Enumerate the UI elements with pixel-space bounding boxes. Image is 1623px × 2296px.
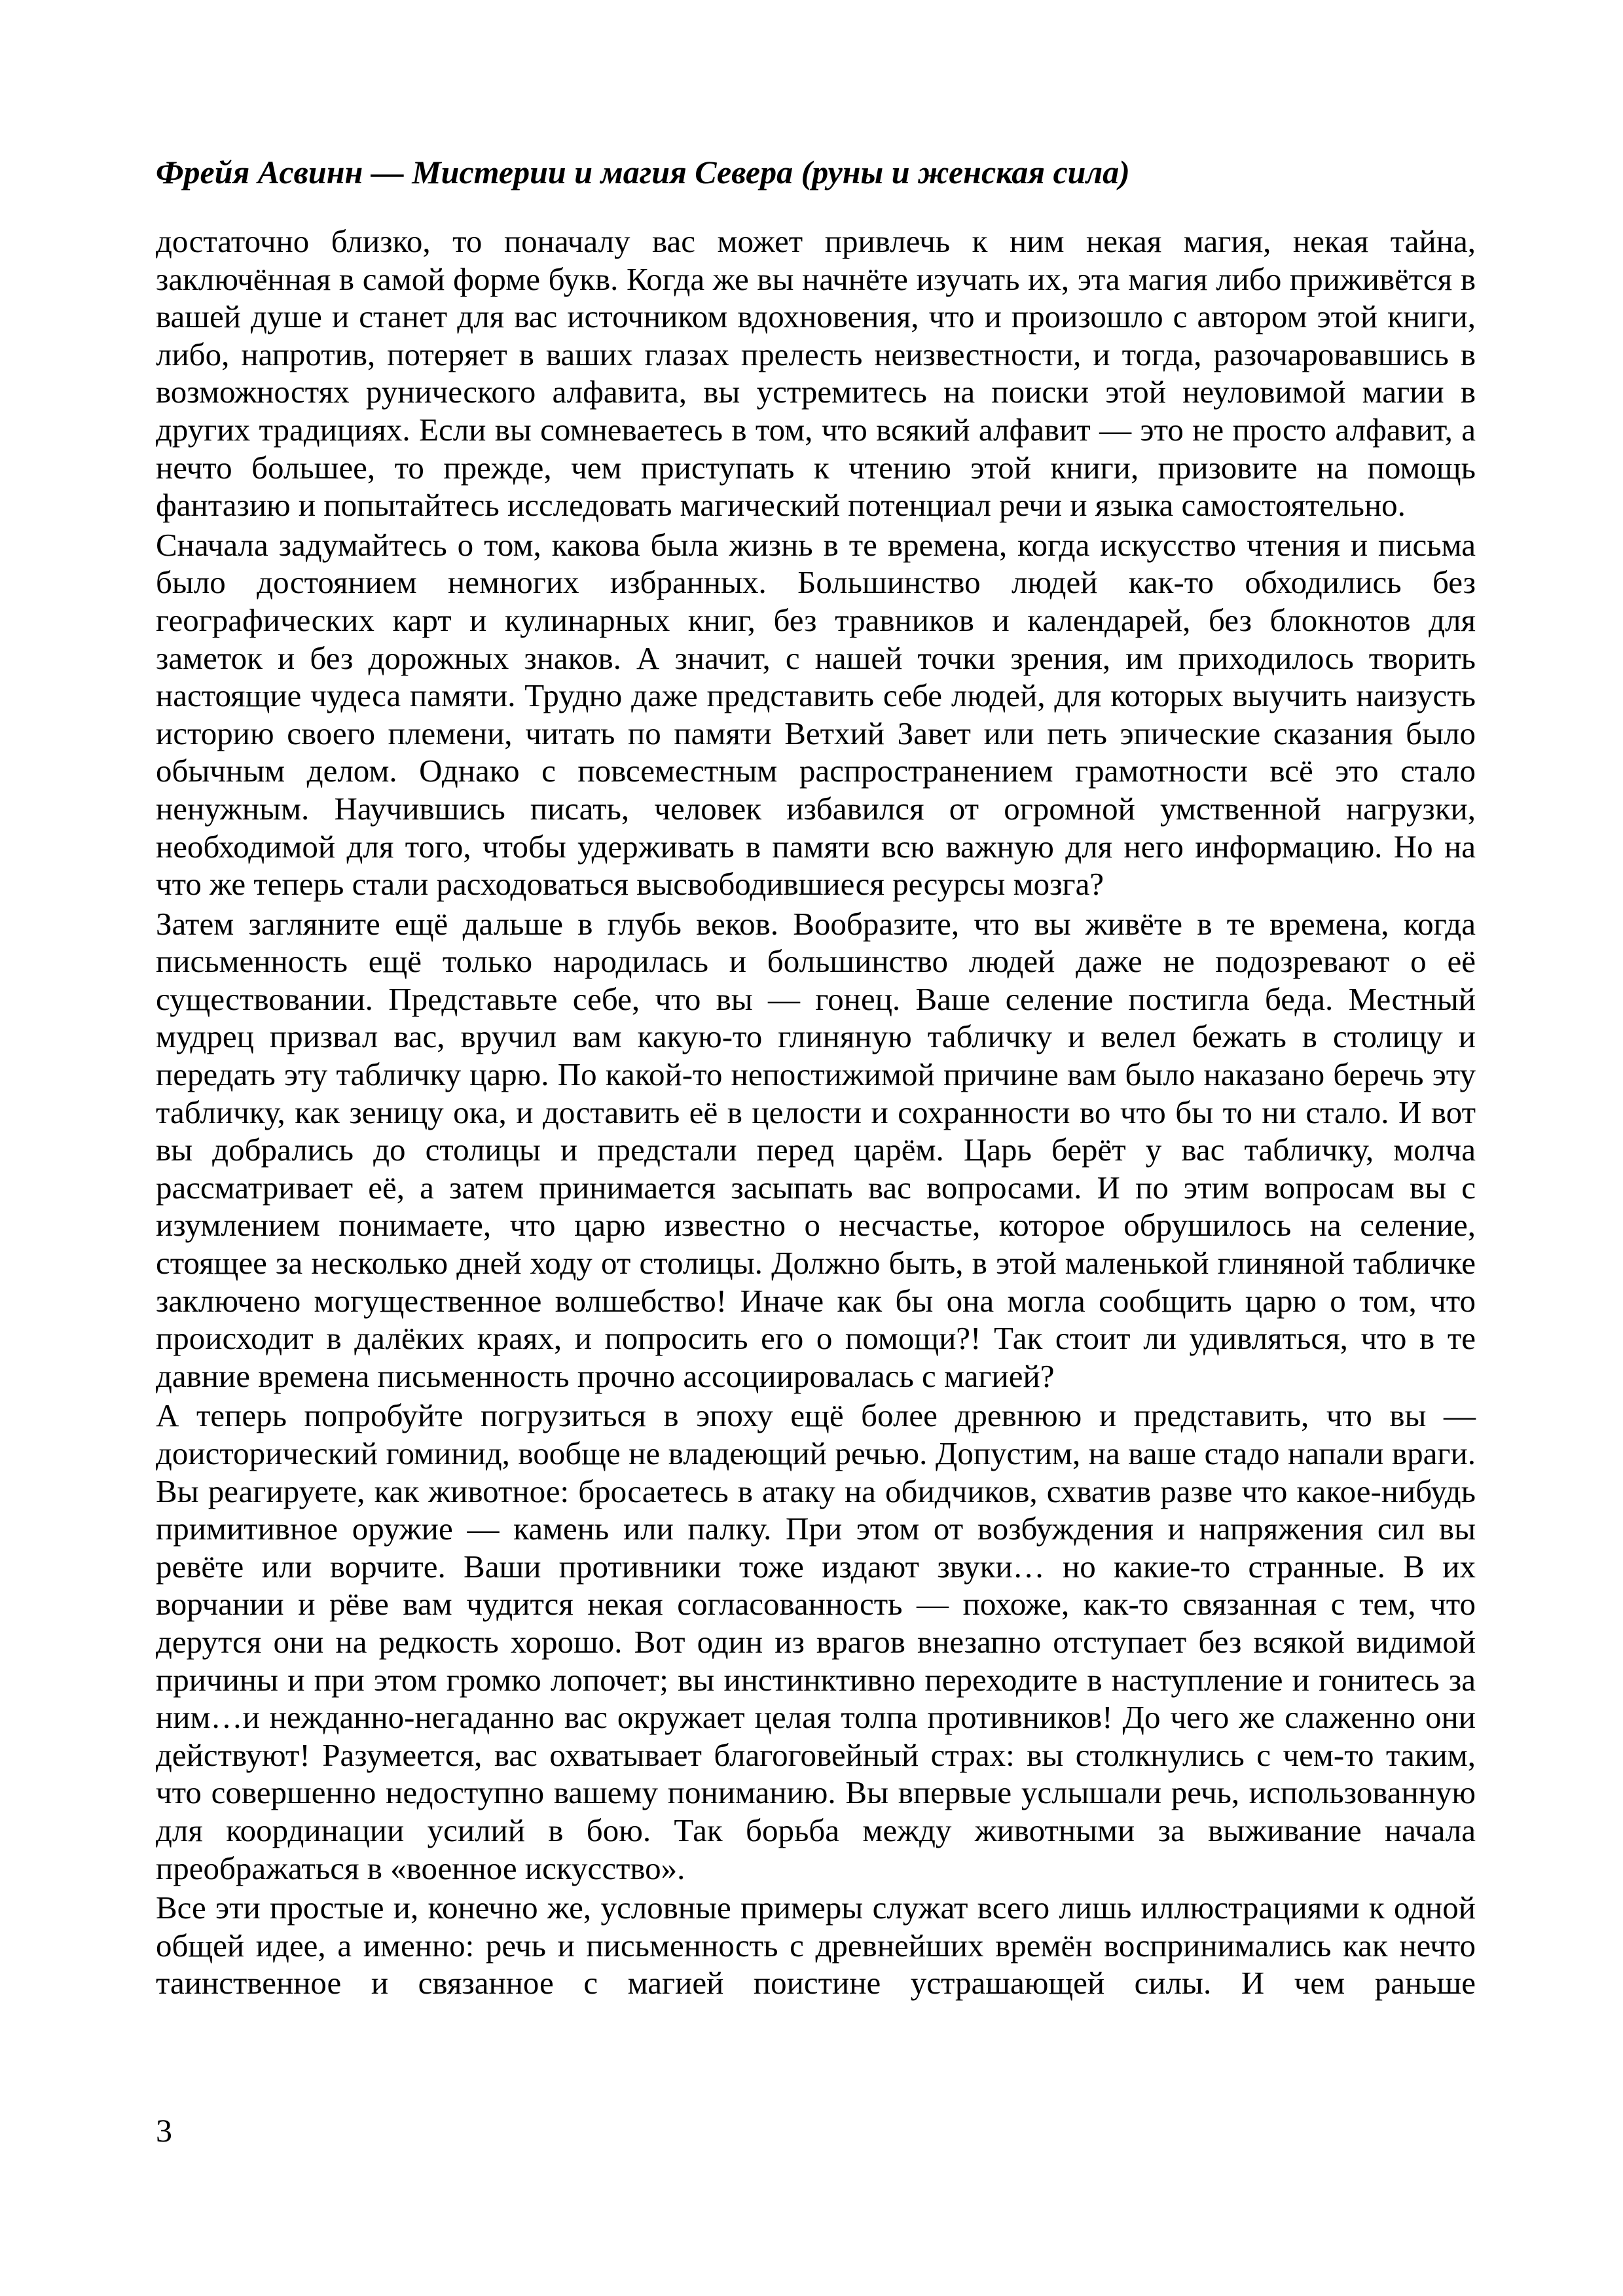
running-header-title: Фрейя Асвинн — Мистерии и магия Севера (руны и женская сила): [156, 154, 1130, 190]
page-number: 3: [156, 2112, 172, 2149]
paragraph-4: А теперь попробуйте погрузиться в эпоху ещё более древнюю и представить, что вы — доисторический гоминид, вообще не владеющий речью. Допустим, на ваше стадо напали враги. Вы реагируете, как животное: бросаетесь в атаку на обидчиков, схватив разве что какое-нибудь примитивное оружие — камень или палку. При этом от возбуждения и напряжения сил вы ревёте или ворчите. Ваши противники тоже издают звуки… но какие-то странные. В их ворчании и рёве вам чудится некая согласованность — похоже, как-то связанная с тем, что дерутся они на редкость хорошо. Вот один из врагов внезапно отступает без всякой видимой причины и при этом громко лопочет; вы инстинктивно переходите в наступление и гонитесь за ним…и нежданно-негаданно вас окружает целая толпа противников! До чего же слаженно они действуют! Разумеется, вас охватывает благоговейный страх: вы столкнулись с чем-то таким, что совершенно недоступно вашему пониманию. Вы впервые услышали речь, использованную для координации усилий в бою. Так борьба между животными за выживание начала преображаться в «военное искусство».: [156, 1397, 1476, 1886]
paragraph-5: Все эти простые и, конечно же, условные примеры служат всего лишь иллюстрациями к одной общей идее, а именно: речь и письменность с древнейших времён воспринимались как нечто таинственное и связанное с магией поистине устрашающей силы. И чем раньше: [156, 1890, 1476, 2001]
paragraph-3: Затем загляните ещё дальше в глубь веков. Вообразите, что вы живёте в те времена, когда письменность ещё только народилась и большинство людей даже не подозревают о её существовании. Представьте себе, что вы — гонец. Ваше селение постигла беда. Местный мудрец призвал вас, вручил вам какую-то глиняную табличку и велел бежать в столицу и передать эту табличку царю. По какой-то непостижимой причине вам было наказано беречь эту табличку, как зеницу ока, и доставить её в целости и сохранности во что бы то ни стало. И вот вы добрались до столицы и предстали перед царём. Царь берёт у вас табличку, молча рассматривает её, а затем принимается засыпать вас вопросами. И по этим вопросам вы с изумлением понимаете, что царю известно о несчастье, которое обрушилось на селение, стоящее за несколько дней ходу от столицы. Должно быть, в этой маленькой глиняной табличке заключено могущественное волшебство! Иначе как бы она могла сообщить царю о том, что происходит в далёких краях, и попросить его о помощи?! Так стоит ли удивляться, что в те давние времена письменность прочно ассоциировалась с магией?: [156, 905, 1476, 1394]
body-text: [156, 223, 1476, 2002]
paragraph-2: Сначала задумайтесь о том, какова была жизнь в те времена, когда искусство чтения и письма было достоянием немногих избранных. Большинство людей как-то обходились без географических карт и кулинарных книг, без травников и календарей, без блокнотов для заметок и без дорожных знаков. А значит, с нашей точки зрения, им приходилось творить настоящие чудеса памяти. Трудно даже представить себе людей, для которых выучить наизусть историю своего племени, читать по памяти Ветхий Завет или петь эпические сказания было обычным делом. Однако с повсеместным распространением грамотности всё это стало ненужным. Научившись писать, человек избавился от огромной умственной нагрузки, необходимой для того, чтобы удерживать в памяти всю важную для него информацию. Но на что же теперь стали расходоваться высвободившиеся ресурсы мозга?: [156, 526, 1476, 903]
paragraph-1: достаточно близко, то поначалу вас может привлечь к ним некая магия, некая тайна, заключённая в самой форме букв. Когда же вы начнёте изучать их, эта магия либо приживётся в вашей душе и станет для вас источником вдохновения, что и произошло с автором этой книги, либо, напротив, потеряет в ваших глазах прелесть неизвестности, и тогда, разочаровавшись в возможностях рунического алфавита, вы устремитесь на поиски этой неуловимой магии в других традициях. Если вы сомневаетесь в том, что всякий алфавит — это не просто алфавит, а нечто большее, то прежде, чем приступать к чтению этой книги, призовите на помощь фантазию и попытайтесь исследовать магический потенциал речи и языка самостоятельно.: [156, 223, 1476, 524]
